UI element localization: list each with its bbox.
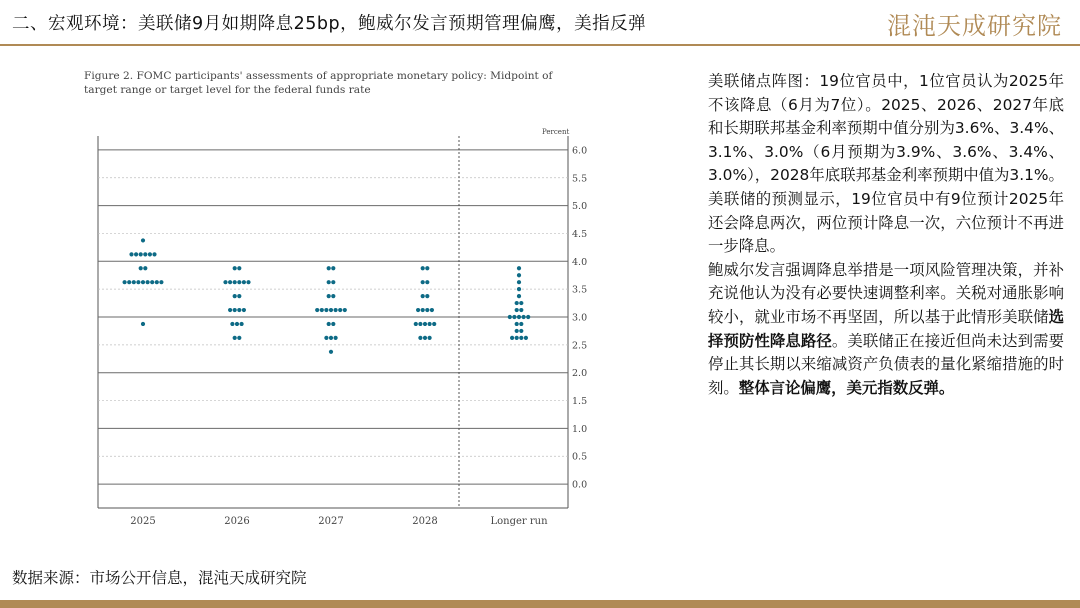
slide-title: 二、宏观环境：美联储9月如期降息25bp，鲍威尔发言预期管理偏鹰，美指反弹 [12,14,647,34]
fomc-dot [414,322,418,326]
fomc-dot [143,252,147,256]
fomc-dot [421,266,425,270]
chart-title: Figure 2. FOMC participants' assessments of appropriate monetary policy: Midpoint of [84,70,553,82]
y-tick-label: 6.0 [572,145,588,157]
fomc-dot [334,308,338,312]
fomc-dot [524,336,528,340]
fomc-dot [428,322,432,326]
fomc-dot [327,266,331,270]
y-tick-label: 0.5 [572,451,588,463]
fomc-dot [519,329,523,333]
fomc-dot [331,280,335,284]
fomc-dot [329,336,333,340]
y-tick-label: 3.5 [572,284,588,296]
fomc-dot [517,266,521,270]
fomc-dot [327,322,331,326]
fomc-dot [134,252,138,256]
commentary-paragraph-1: 美联储点阵图：19位官员中，1位官员认为2025年不该降息（6月为7位）。2025、2026、2027年底和长期联邦基金利率预期中值分别为3.6%、3.4%、3.1%、3.0%（6月预期为3.9%、3.6%、3.4%、3.0%），2028年底联邦基金利率预期中值为3.1%。 [708,72,1064,185]
fomc-dot [146,280,150,284]
dot-plot-svg [84,66,594,536]
fomc-dot [517,280,521,284]
fomc-dot [519,308,523,312]
header-divider [0,44,1080,46]
fomc-dot [338,308,342,312]
fomc-dot [515,301,519,305]
fomc-dot [315,308,319,312]
fomc-dot [141,238,145,242]
y-tick-label: 1.5 [572,396,588,408]
y-tick-label: 0.0 [572,479,588,491]
fomc-dot [233,308,237,312]
y-tick-label: 4.5 [572,228,588,240]
fomc-dot [510,336,514,340]
y-tick-label: 5.0 [572,201,588,213]
fomc-dot [515,322,519,326]
fomc-dot [425,280,429,284]
y-tick-label: 5.5 [572,173,588,185]
fomc-dot [230,322,234,326]
fomc-dot [233,294,237,298]
fomc-dot [334,336,338,340]
fomc-dot [343,308,347,312]
fomc-dot [155,280,159,284]
y-tick-label: 3.0 [572,312,588,324]
fomc-dot [327,280,331,284]
fomc-dot [150,280,154,284]
fomc-dot [143,266,147,270]
fomc-dot [324,308,328,312]
commentary-panel [708,70,1064,400]
fomc-dot [233,266,237,270]
fomc-dot [324,336,328,340]
fomc-dot [237,336,241,340]
fomc-dot [237,266,241,270]
commentary-conclusion: 整体言论偏鹰，美元指数反弹。 [738,378,955,397]
footer-bar [0,600,1080,608]
fomc-dot [237,294,241,298]
fomc-dot [242,308,246,312]
unit-label: Percent [542,128,570,136]
fomc-dot [240,322,244,326]
fomc-dot [233,280,237,284]
fomc-dot [418,336,422,340]
fomc-dot [237,308,241,312]
fomc-dot [430,308,434,312]
fomc-dot [519,322,523,326]
fomc-dot [139,266,143,270]
fomc-dot [517,294,521,298]
fomc-dot [148,252,152,256]
x-tick-label: 2025 [130,516,156,527]
fomc-dot [517,315,521,319]
fomc-dot [127,280,131,284]
fomc-dot [329,308,333,312]
fomc-dot [421,280,425,284]
fomc-dot [152,252,156,256]
fomc-dot [327,294,331,298]
fomc-dot [228,308,232,312]
fomc-dot [246,280,250,284]
x-tick-label: 2027 [318,516,344,527]
x-tick-label: Longer run [490,516,548,527]
x-tick-label: 2028 [412,516,438,527]
fomc-dot [526,315,530,319]
fomc-dot [432,322,436,326]
fomc-dot [123,280,127,284]
fomc-dot [132,280,136,284]
fomc-dot [512,315,516,319]
fomc-dot [139,252,143,256]
fomc-dot [522,315,526,319]
brand-logo: 混沌天成研究院 [887,12,1062,40]
x-tick-label: 2026 [224,516,250,527]
y-tick-label: 2.0 [572,368,588,380]
fomc-dot [235,322,239,326]
commentary-text: 。美联储正在接近但尚未达到需要停止其长期以来缩减资产负债表的量化紧缩措施的时刻。 [708,331,1064,397]
fomc-dot [331,294,335,298]
fomc-dot [418,322,422,326]
fomc-dot [428,336,432,340]
fomc-dot [519,301,523,305]
fomc-dot [515,329,519,333]
y-tick-label: 1.0 [572,423,588,435]
fomc-dot [233,336,237,340]
y-tick-label: 4.0 [572,256,588,268]
fomc-dot [421,294,425,298]
fomc-dot [515,336,519,340]
fomc-dot [425,294,429,298]
fomc-dot [320,308,324,312]
fomc-dot [416,308,420,312]
data-source-note: 数据来源：市场公开信息，混沌天成研究院 [12,569,307,587]
fomc-dot [508,315,512,319]
fomc-dot [425,266,429,270]
chart-title: target range or target level for the federal funds rate [84,84,371,96]
fomc-dot [141,322,145,326]
fomc-dot [421,308,425,312]
commentary-paragraph-2: 美联储的预测显示，19位官员中有9位预计2025年还会降息两次，两位预计降息一次，六位预计不再进一步降息。 [708,189,1064,256]
y-tick-label: 2.5 [572,340,588,352]
fomc-dot [129,252,133,256]
fomc-dot [242,280,246,284]
fomc-dot [329,350,333,354]
fomc-dot [423,322,427,326]
fomc-dot [425,308,429,312]
fomc-dot [517,273,521,277]
commentary-text: 鲍威尔发言强调降息举措是一项风险管理决策，并补充说他认为没有必要快速调整利率。关税对通胀影响较小，就业市场不再坚固，所以基于此情形美联储 [708,260,1064,326]
fomc-dot [159,280,163,284]
fomc-dot [136,280,140,284]
fomc-dot [223,280,227,284]
commentary-paragraph-3 [708,259,1064,401]
dot-plot-chart [84,66,594,536]
fomc-dot [517,287,521,291]
fomc-dot [237,280,241,284]
fomc-dot [331,322,335,326]
fomc-dot [228,280,232,284]
slide-header [0,0,1080,44]
commentary-emphasis: 选择预防性降息路径 [708,307,1064,350]
fomc-dot [423,336,427,340]
fomc-dot [331,266,335,270]
fomc-dot [515,308,519,312]
fomc-dot [141,280,145,284]
fomc-dot [519,336,523,340]
